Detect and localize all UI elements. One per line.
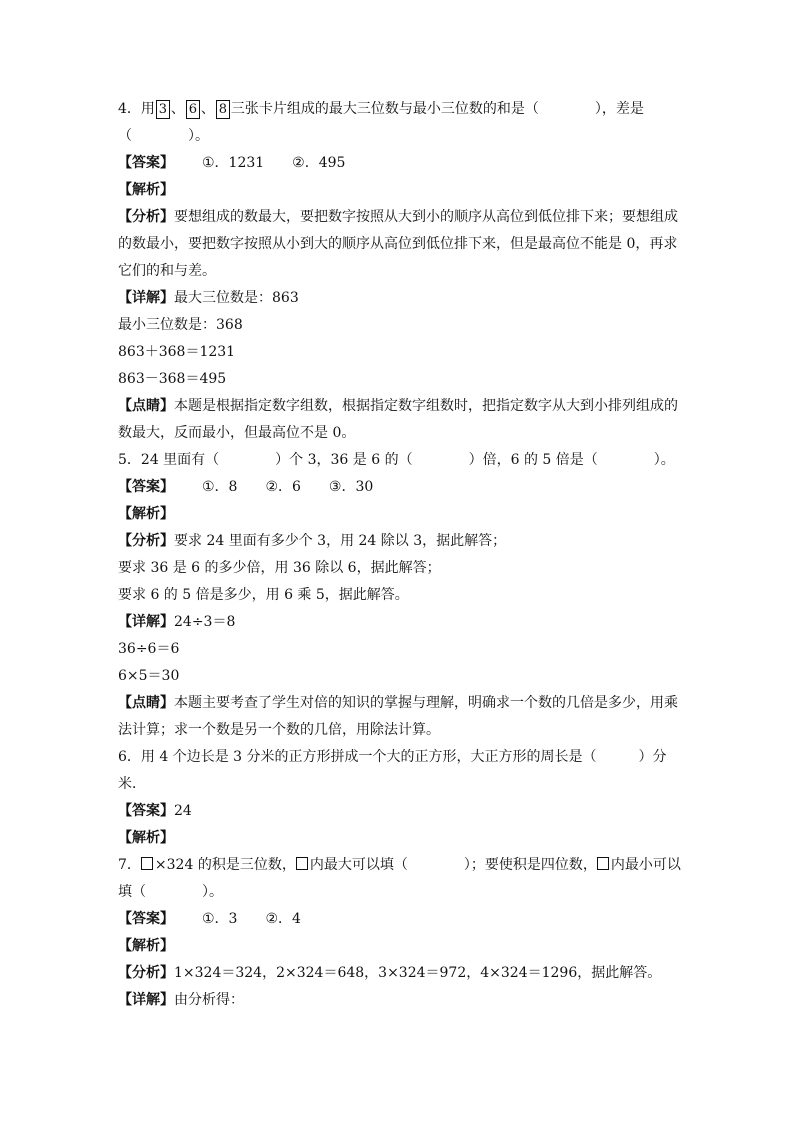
card-6: 6 xyxy=(186,100,200,119)
q7-fenxi-line xyxy=(118,960,688,987)
q7-answer-line xyxy=(118,906,688,933)
q5-detail-line-1 xyxy=(118,609,688,636)
answer-tag: 【答案】 xyxy=(118,911,174,927)
q5-comment-line-1 xyxy=(118,690,688,717)
q4-fenxi-line-1 xyxy=(118,204,688,231)
q4-answer-line xyxy=(118,150,688,177)
q4-comment-line-2: 数最大，反而最小，但最高位不是 0。 xyxy=(118,425,356,441)
q5-fenxi-line-2: 要求 36 是 6 的多少倍，用 36 除以 6，据此解答； xyxy=(118,560,441,576)
q5-comment-line-2: 法计算；求一个数是另一个数的几倍，用除法计算。 xyxy=(118,722,440,738)
card-8: 8 xyxy=(216,100,230,119)
q4-analysis-tag: 【解析】 xyxy=(118,182,174,198)
q4-answer: ①．1231 ②．495 xyxy=(202,155,346,171)
q4-prefix: 用 xyxy=(140,101,155,117)
q6-answer: 24 xyxy=(174,803,192,819)
q4-comment-line-1 xyxy=(118,393,688,420)
q7-detail-text: 由分析得： xyxy=(174,992,244,1008)
q4-detail-line-2: 最小三位数是：368 xyxy=(118,317,243,333)
q4-question-line-2: （ ）。 xyxy=(118,128,209,144)
q4-detail-line-4: 863－368＝495 xyxy=(118,371,227,387)
separator: 、 xyxy=(200,101,215,117)
q4-question-line-1 xyxy=(118,96,688,123)
q4-detail-text: 最大三位数是：863 xyxy=(174,290,299,306)
comment-tag: 【点睛】 xyxy=(118,695,174,711)
fenxi-tag: 【分析】 xyxy=(118,533,174,549)
q5-detail-line-2: 36÷6＝6 xyxy=(118,641,180,657)
fenxi-tag: 【分析】 xyxy=(118,209,174,225)
q4-number: 4． xyxy=(118,101,141,117)
q4-fenxi-line-3: 它们的和与差。 xyxy=(118,263,216,279)
blank-box-icon xyxy=(597,857,609,870)
blank-box-icon xyxy=(296,857,308,870)
q7-text-part-c: 内最小可以 xyxy=(610,857,681,873)
q4-detail-line-1 xyxy=(118,285,688,312)
fenxi-tag: 【分析】 xyxy=(118,965,174,981)
q7-number: 7． xyxy=(118,857,141,873)
q6-question-line-2: 米． xyxy=(118,776,146,792)
q7-question-line-1 xyxy=(118,852,688,879)
q7-text-part-a: ×324 的积是三位数， xyxy=(154,857,296,873)
q5-fenxi-line-1 xyxy=(118,528,688,555)
document-page xyxy=(118,96,688,1014)
q5-detail-text: 24÷3＝8 xyxy=(174,614,236,630)
separator: 、 xyxy=(170,101,185,117)
q6-analysis-tag: 【解析】 xyxy=(118,830,174,846)
q4-comment-text: 本题是根据指定数字组数，根据指定数字组数时，把指定数字从大到小排列组成的 xyxy=(174,398,678,414)
answer-tag: 【答案】 xyxy=(118,479,174,495)
q5-question-line: 5．24 里面有（ ）个 3，36 是 6 的（ ）倍，6 的 5 倍是（ ）。 xyxy=(118,452,675,468)
q7-detail-line xyxy=(118,987,688,1014)
q7-fenxi-text: 1×324＝324，2×324＝648，3×324＝972，4×324＝1296，据此解答。 xyxy=(174,965,662,981)
q4-fenxi-text: 要想组成的数最大，要把数字按照从大到小的顺序从高位到低位排下来；要想组成 xyxy=(174,209,678,225)
answer-tag: 【答案】 xyxy=(118,155,174,171)
q5-fenxi-text: 要求 24 里面有多少个 3，用 24 除以 3，据此解答； xyxy=(174,533,507,549)
q4-fenxi-line-2: 的数最小，要把数字按照从小到大的顺序从高位到低位排下来，但是最高位不能是 0，再求 xyxy=(118,236,678,252)
q5-comment-text: 本题主要考查了学生对倍的知识的掌握与理解，明确求一个数的几倍是多少，用乘 xyxy=(174,695,678,711)
q5-detail-line-3: 6×5＝30 xyxy=(118,668,180,684)
detail-tag: 【详解】 xyxy=(118,290,174,306)
comment-tag: 【点睛】 xyxy=(118,398,174,414)
q5-analysis-tag: 【解析】 xyxy=(118,506,174,522)
card-3: 3 xyxy=(156,100,170,119)
q4-question-text: 三张卡片组成的最大三位数与最小三位数的和是（ ），差是 xyxy=(230,101,644,117)
q6-answer-line xyxy=(118,798,688,825)
detail-tag: 【详解】 xyxy=(118,992,174,1008)
blank-box-icon xyxy=(141,857,153,870)
q4-detail-line-3: 863＋368＝1231 xyxy=(118,344,236,360)
detail-tag: 【详解】 xyxy=(118,614,174,630)
q5-answer: ①．8 ②．6 ③．30 xyxy=(202,479,374,495)
q7-answer: ①．3 ②．4 xyxy=(202,911,301,927)
answer-tag: 【答案】 xyxy=(118,803,174,819)
q7-question-line-2: 填（ ）。 xyxy=(118,884,223,900)
q5-fenxi-line-3: 要求 6 的 5 倍是多少，用 6 乘 5，据此解答。 xyxy=(118,587,409,603)
q5-answer-line xyxy=(118,474,688,501)
q7-text-part-b: 内最大可以填（ ）；要使积是四位数， xyxy=(309,857,597,873)
q7-analysis-tag: 【解析】 xyxy=(118,938,174,954)
q6-question-line-1: 6．用 4 个边长是 3 分米的正方形拼成一个大的正方形，大正方形的周长是（ ）分 xyxy=(118,749,667,765)
